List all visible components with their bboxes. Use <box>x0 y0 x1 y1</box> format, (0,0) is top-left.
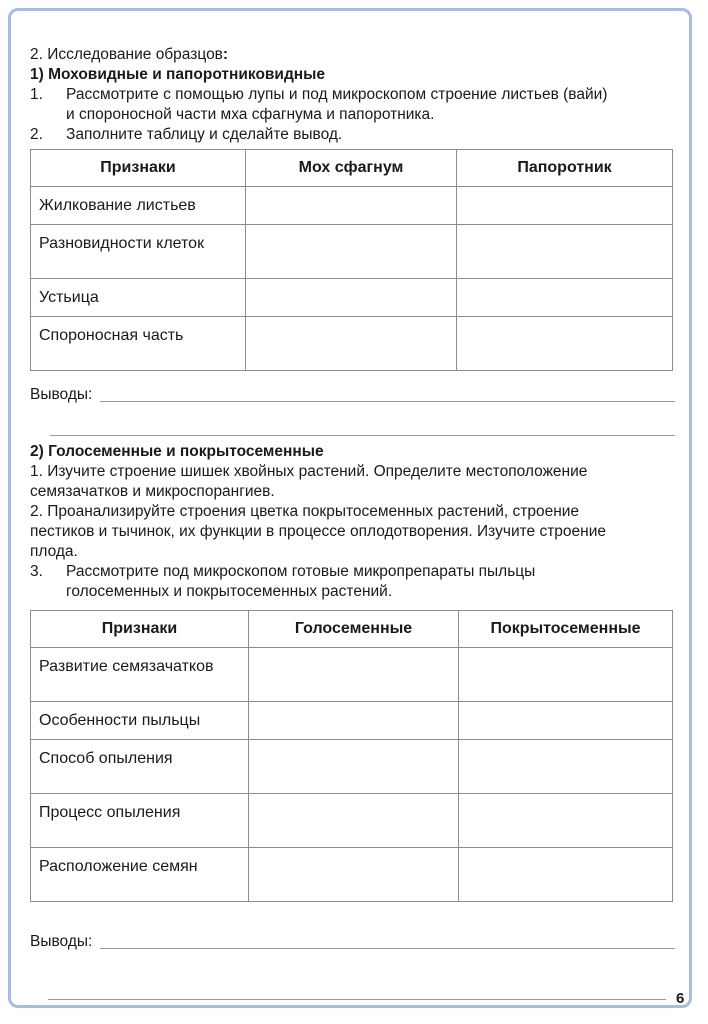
step-number: 3. <box>30 563 43 580</box>
table-header-row <box>31 611 673 648</box>
answer-cell[interactable] <box>249 702 459 740</box>
header-cell: Голосеменные <box>249 611 459 648</box>
answer-cell[interactable] <box>246 187 457 225</box>
table-row <box>31 225 673 279</box>
step-text: Заполните таблицу и сделайте вывод. <box>66 126 343 143</box>
answer-cell[interactable] <box>459 740 673 794</box>
conclusion-answer-line[interactable] <box>50 435 675 436</box>
answer-cell[interactable] <box>459 794 673 848</box>
table-mosses-ferns <box>30 149 673 371</box>
row-label: Способ опыления <box>31 740 249 794</box>
part2-conclusion <box>30 932 675 952</box>
step-number: 1. <box>30 86 43 103</box>
table-row <box>31 702 673 740</box>
part1-conclusion <box>30 385 675 405</box>
answer-cell[interactable] <box>459 848 673 902</box>
row-label: Разновидности клеток <box>31 225 246 279</box>
part1-title: 1) Моховидные и папоротниковидные <box>30 66 326 83</box>
table-row <box>31 740 673 794</box>
row-label: Устьица <box>31 279 246 317</box>
row-label: Развитие семязачатков <box>31 648 249 702</box>
table-row <box>31 648 673 702</box>
table-gymnosperms-angiosperms <box>30 610 673 902</box>
answer-cell[interactable] <box>246 279 457 317</box>
answer-cell[interactable] <box>246 317 457 371</box>
part2-step-3 <box>30 562 675 602</box>
step-text: Рассмотрите с помощью лупы и под микроскопом строение листьев (вайи) и спороносной части мха сфагнума и папоротника. <box>66 86 608 123</box>
header-cell: Покрытосеменные <box>459 611 673 648</box>
answer-cell[interactable] <box>249 740 459 794</box>
header-cell: Папоротник <box>457 150 673 187</box>
page-number: 6 <box>676 990 685 1007</box>
answer-cell[interactable] <box>457 317 673 371</box>
part2-title: 2) Голосеменные и покрытосеменные <box>30 443 324 460</box>
row-label: Особенности пыльцы <box>31 702 249 740</box>
conclusion-answer-line[interactable] <box>100 401 675 402</box>
part1-step-1 <box>30 85 675 125</box>
row-label: Спороносная часть <box>31 317 246 371</box>
part1-step-2 <box>30 125 675 145</box>
header-cell: Признаки <box>31 611 249 648</box>
step-text: Рассмотрите под микроскопом готовые микропрепараты пыльцы голосеменных и покрытосеменных растений. <box>66 563 536 600</box>
header-cell: Признаки <box>31 150 246 187</box>
table-row <box>31 848 673 902</box>
worksheet-content <box>30 45 675 952</box>
table-header-row <box>31 150 673 187</box>
table-row <box>31 317 673 371</box>
section-heading: 2. Исследование образцов: <box>30 46 229 63</box>
header-cell: Мох сфагнум <box>246 150 457 187</box>
table-row <box>31 187 673 225</box>
answer-cell[interactable] <box>249 848 459 902</box>
answer-cell[interactable] <box>459 702 673 740</box>
step-number: 2. <box>30 126 43 143</box>
part2-instructions: 1. Изучите строение шишек хвойных растений. Определите местоположение семязачатков и микроспорангиев. 2. Проанализируйте строения цветка покрытосеменных растений, строение пестиков и тычинок, их функции в процессе оплодотворения. Изучите строение плода. <box>30 463 606 560</box>
conclusion-answer-line[interactable] <box>100 948 675 949</box>
row-label: Расположение семян <box>31 848 249 902</box>
table-row <box>31 279 673 317</box>
footer-divider <box>48 999 666 1000</box>
answer-cell[interactable] <box>457 279 673 317</box>
answer-cell[interactable] <box>249 648 459 702</box>
answer-cell[interactable] <box>246 225 457 279</box>
table-row <box>31 794 673 848</box>
answer-cell[interactable] <box>459 648 673 702</box>
conclusion-label: Выводы: <box>30 933 93 950</box>
answer-cell[interactable] <box>457 225 673 279</box>
row-label: Процесс опыления <box>31 794 249 848</box>
row-label: Жилкование листьев <box>31 187 246 225</box>
answer-cell[interactable] <box>249 794 459 848</box>
answer-cell[interactable] <box>457 187 673 225</box>
conclusion-label: Выводы: <box>30 386 93 403</box>
